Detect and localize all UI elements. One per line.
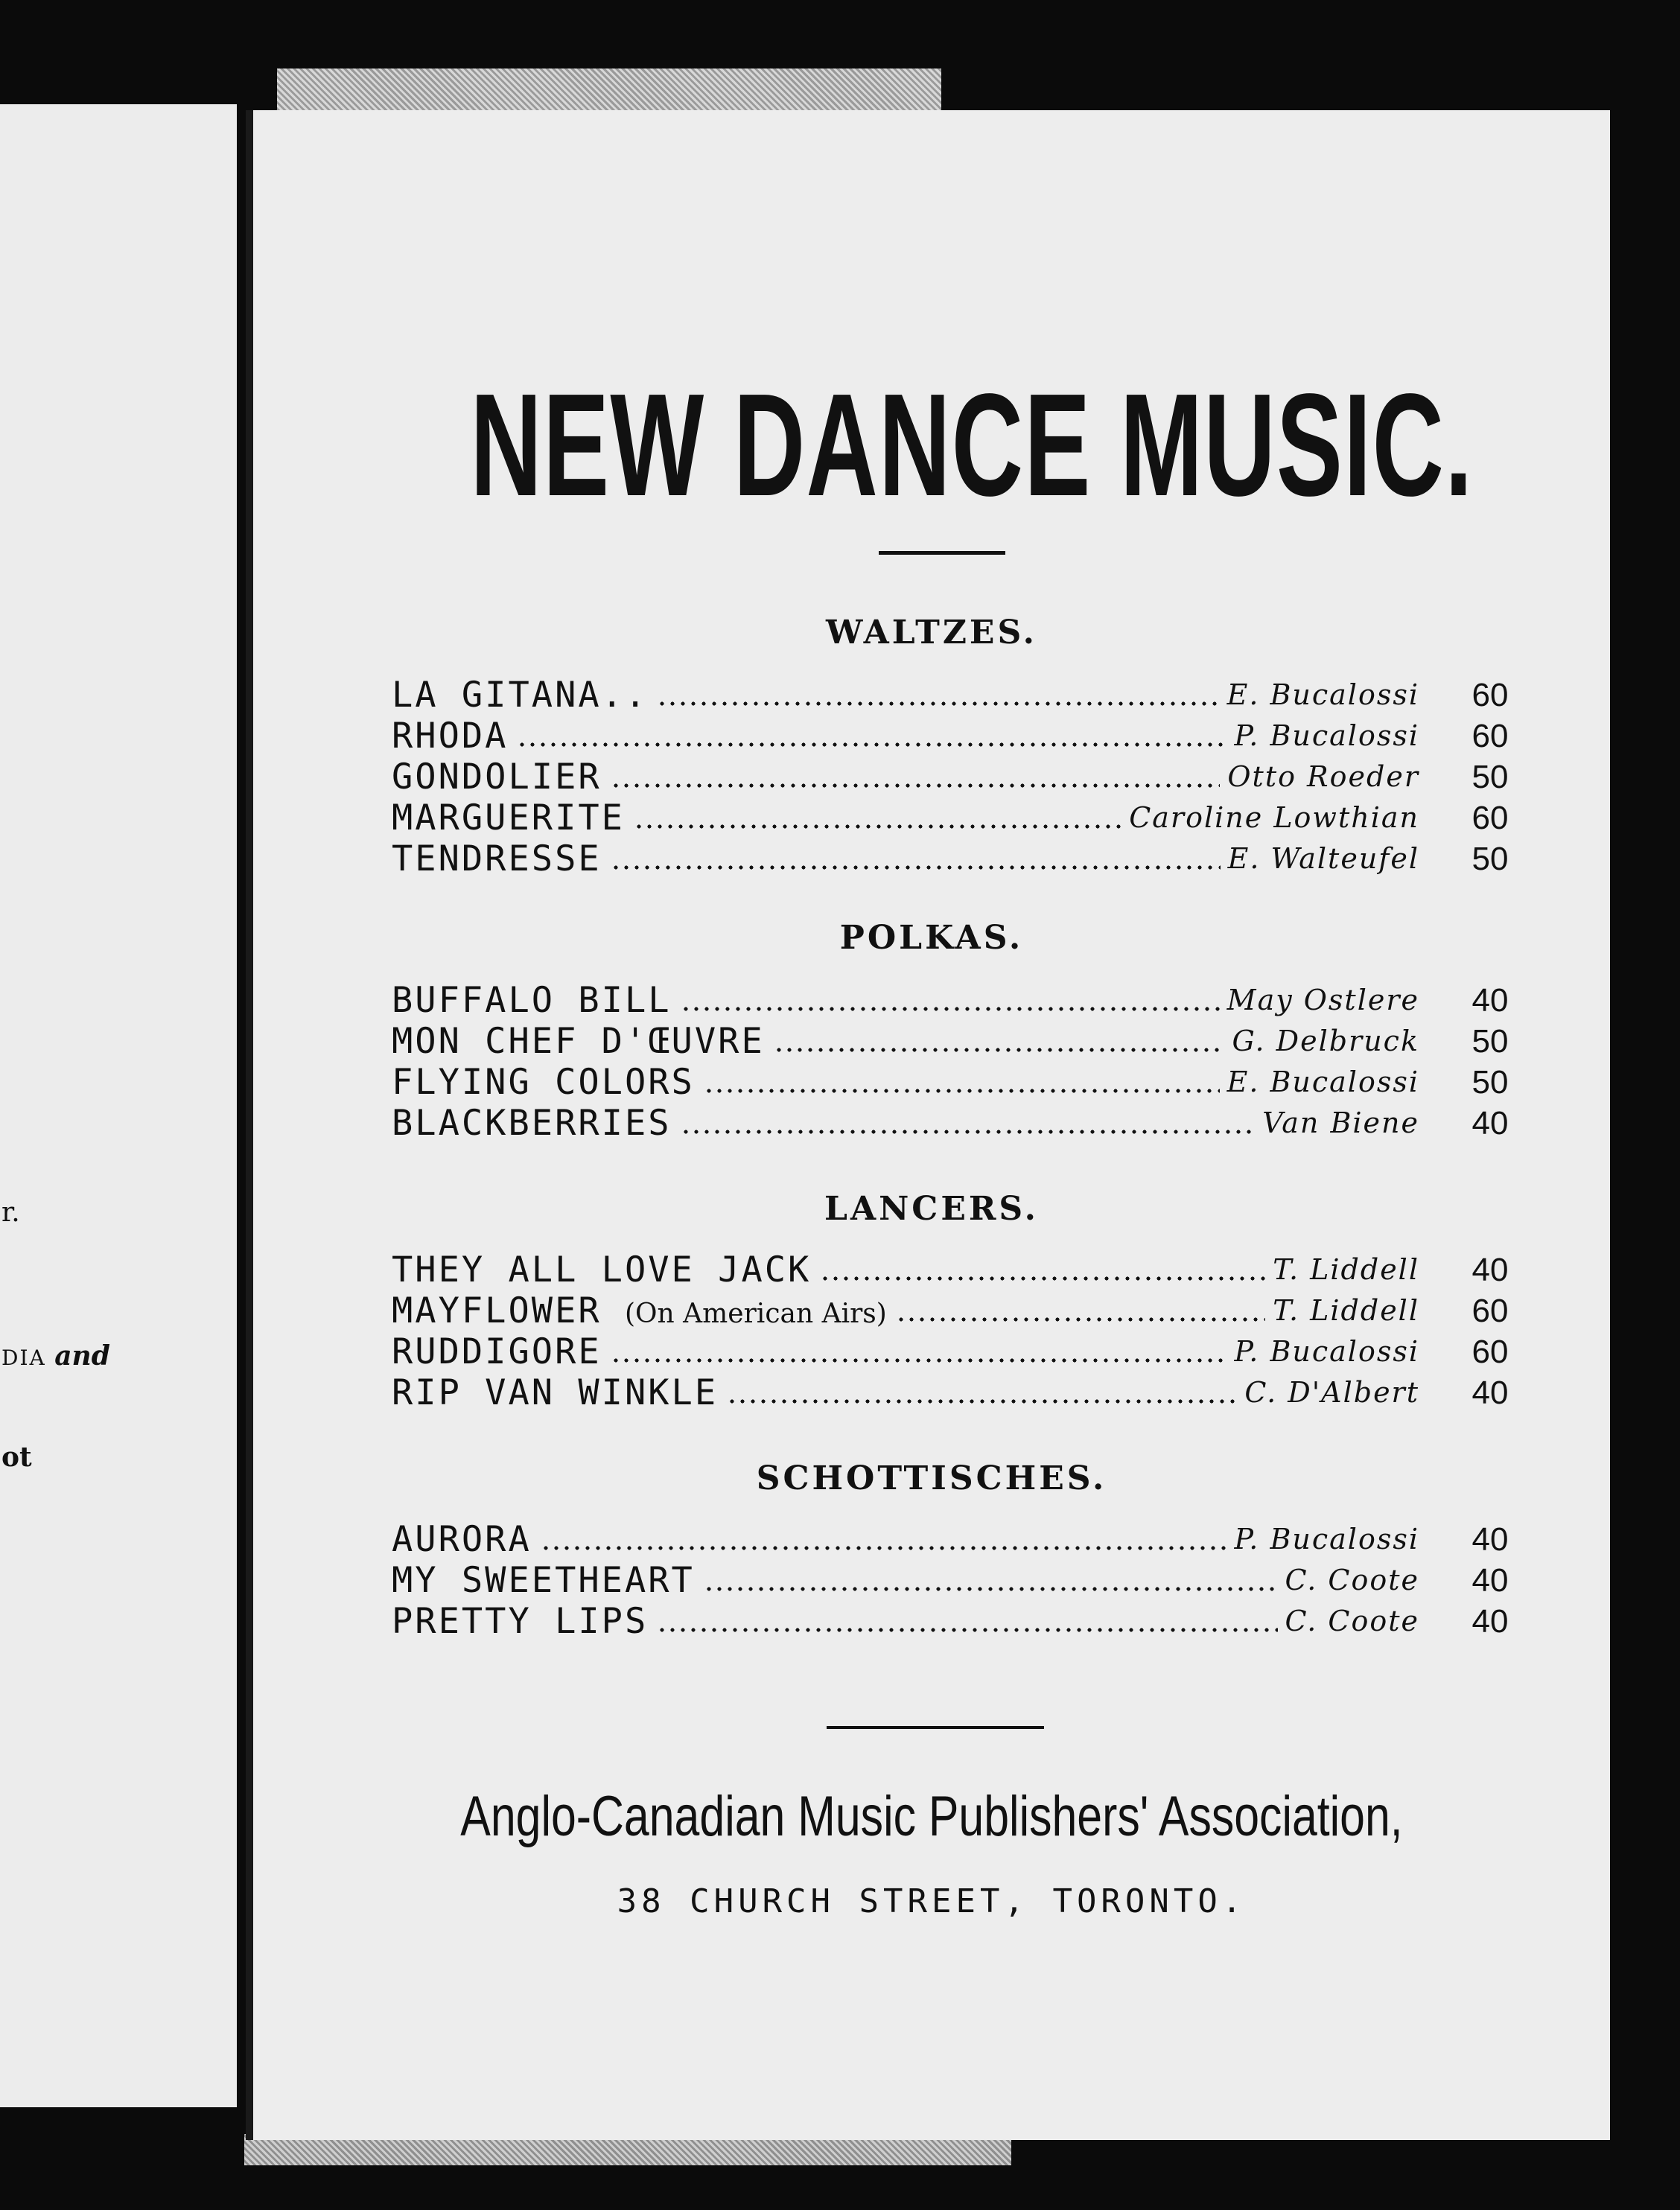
left-facing-page	[0, 104, 237, 2107]
dot-leader	[727, 1399, 1237, 1404]
dot-leader	[611, 783, 1221, 788]
dot-leader	[657, 1628, 1277, 1632]
catalogue-entry	[392, 1519, 1531, 1560]
entry-title	[392, 1519, 532, 1560]
dot-leader	[896, 1317, 1265, 1322]
dot-leader	[657, 701, 1219, 706]
entry-title	[392, 1249, 811, 1290]
catalogue-entry	[392, 716, 1531, 757]
entry-price: 60	[1471, 718, 1509, 754]
publisher-name: Anglo-Canadian Music Publishers' Association,	[460, 1785, 1403, 1848]
entry-composer: E. Bucalossi	[1226, 678, 1419, 711]
entry-composer: T. Liddell	[1273, 1294, 1419, 1327]
entry-price: 40	[1471, 1603, 1509, 1640]
left-page-fragment: r.	[1, 1197, 20, 1228]
footer-rule	[827, 1726, 1044, 1729]
dot-leader	[611, 1358, 1227, 1363]
dot-leader	[704, 1089, 1220, 1093]
entry-price: 40	[1471, 1252, 1509, 1288]
entry-price: 60	[1471, 1334, 1509, 1370]
entry-list-schottisches	[392, 1519, 1531, 1642]
entry-price: 60	[1471, 677, 1509, 713]
entry-title-text: FLYING COLORS	[392, 1062, 695, 1103]
entry-composer: T. Liddell	[1273, 1253, 1419, 1286]
dot-leader	[704, 1587, 1278, 1591]
entry-composer: Caroline Lowthian	[1129, 801, 1419, 834]
entry-title	[392, 1372, 718, 1413]
catalogue-entry	[392, 1560, 1531, 1601]
catalogue-entry	[392, 980, 1531, 1021]
dot-leader	[681, 1130, 1256, 1134]
catalogue-entry	[392, 1249, 1531, 1290]
entry-list-lancers	[392, 1249, 1531, 1413]
dot-leader	[541, 1546, 1227, 1550]
entry-title-text: MON CHEF D'ŒUVRE	[392, 1021, 765, 1062]
entry-title-text: MY SWEETHEART	[392, 1560, 695, 1601]
entry-list-waltzes	[392, 675, 1531, 879]
dot-leader	[681, 1007, 1220, 1011]
catalogue-entry	[392, 1062, 1531, 1103]
entry-title	[392, 980, 672, 1021]
entry-title	[392, 716, 508, 757]
entry-title-text: GONDOLIER	[392, 757, 602, 797]
entry-title-text: RUDDIGORE	[392, 1331, 602, 1372]
section-heading-waltzes: WALTZES.	[825, 614, 1037, 652]
catalogue-entry	[392, 675, 1531, 716]
catalogue-entry	[392, 838, 1531, 879]
page-title: NEW DANCE MUSIC.	[470, 363, 1474, 526]
catalogue-entry	[392, 1290, 1531, 1331]
entry-price: 40	[1471, 1375, 1509, 1411]
entry-title-text: MAYFLOWER	[392, 1290, 602, 1331]
entry-subtitle: (On American Airs)	[624, 1299, 887, 1329]
entry-title-text: BUFFALO BILL	[392, 980, 672, 1021]
entry-price: 50	[1471, 1023, 1509, 1060]
entry-composer: Otto Roeder	[1227, 760, 1419, 793]
left-page-fragment: ot	[1, 1442, 32, 1473]
publisher-address: 38 CHURCH STREET, TORONTO.	[617, 1882, 1247, 1920]
catalogue-entry	[392, 1021, 1531, 1062]
dot-leader	[774, 1048, 1225, 1052]
entry-title	[392, 1062, 695, 1103]
entry-title-text: AURORA	[392, 1519, 532, 1560]
left-page-fragment: DIA and	[1, 1340, 110, 1372]
entry-composer: C. Coote	[1285, 1564, 1419, 1596]
dot-leader	[517, 742, 1226, 747]
title-rule	[879, 551, 1005, 555]
entry-composer: C. Coote	[1285, 1605, 1419, 1637]
dot-leader	[820, 1276, 1265, 1281]
entry-composer: P. Bucalossi	[1234, 1335, 1419, 1368]
entry-composer: Van Biene	[1262, 1106, 1419, 1139]
entry-price: 50	[1471, 1064, 1509, 1101]
catalogue-entry	[392, 757, 1531, 797]
catalogue-page	[246, 110, 1610, 2140]
section-heading-schottisches: SCHOTTISCHES.	[756, 1459, 1107, 1497]
entry-title-text: MARGUERITE	[392, 797, 625, 838]
entry-title	[392, 1601, 648, 1642]
entry-composer: E. Walteufel	[1227, 842, 1419, 875]
entry-title	[392, 1021, 765, 1062]
catalogue-entry	[392, 797, 1531, 838]
catalogue-entry	[392, 1601, 1531, 1642]
entry-composer: C. D'Albert	[1244, 1376, 1419, 1409]
entry-composer: P. Bucalossi	[1234, 1523, 1419, 1555]
entry-title	[392, 757, 602, 797]
entry-title-text: LA GITANA..	[392, 675, 649, 716]
dot-leader	[611, 865, 1221, 870]
catalogue-entry	[392, 1372, 1531, 1413]
film-edge-top	[277, 69, 941, 113]
catalogue-entry	[392, 1103, 1531, 1144]
entry-title	[392, 675, 648, 716]
entry-composer: G. Delbruck	[1232, 1025, 1419, 1057]
section-heading-polkas: POLKAS.	[839, 919, 1024, 957]
entry-title	[392, 797, 625, 838]
entry-price: 40	[1471, 1562, 1509, 1599]
entry-composer: P. Bucalossi	[1234, 719, 1419, 752]
section-heading-lancers: LANCERS.	[824, 1190, 1039, 1228]
entry-title-text: RHODA	[392, 716, 509, 757]
entry-title-text: TENDRESSE	[392, 838, 602, 879]
entry-composer: E. Bucalossi	[1226, 1066, 1419, 1098]
entry-title	[392, 838, 602, 879]
entry-price: 60	[1471, 800, 1509, 836]
entry-title	[392, 1560, 695, 1601]
entry-title-text: BLACKBERRIES	[392, 1103, 672, 1144]
entry-title	[392, 1103, 672, 1144]
entry-title-text: RIP VAN WINKLE	[392, 1372, 719, 1413]
entry-price: 40	[1471, 982, 1509, 1019]
entry-title-text: PRETTY LIPS	[392, 1601, 649, 1642]
entry-title-text: THEY ALL LOVE JACK	[392, 1249, 812, 1290]
entry-price: 50	[1471, 759, 1509, 795]
dot-leader	[634, 824, 1121, 829]
entry-price: 40	[1471, 1521, 1509, 1558]
entry-price: 40	[1471, 1105, 1509, 1141]
entry-title	[392, 1290, 887, 1334]
entry-composer: May Ostlere	[1226, 984, 1419, 1016]
entry-title	[392, 1331, 602, 1372]
entry-price: 50	[1471, 841, 1509, 877]
entry-list-polkas	[392, 980, 1531, 1144]
entry-price: 60	[1471, 1293, 1509, 1329]
catalogue-entry	[392, 1331, 1531, 1372]
